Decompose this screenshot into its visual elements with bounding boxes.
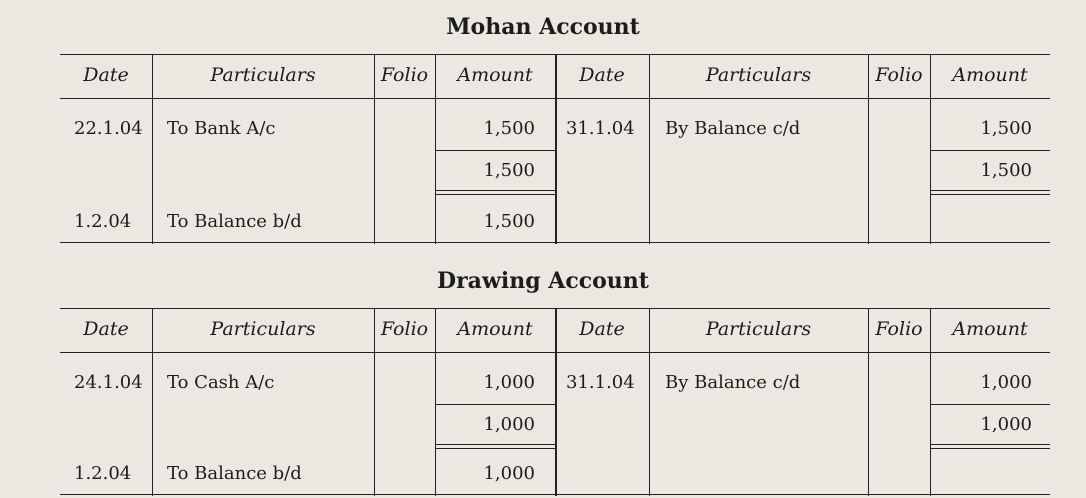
column-header-date: Date	[83, 318, 129, 340]
account-title: Mohan Account	[446, 14, 640, 40]
opening-date: 1.2.04	[74, 463, 132, 484]
column-header-amount: Amount	[952, 318, 1028, 340]
debit-particulars: To Cash A/c	[167, 372, 275, 393]
opening-date: 1.2.04	[74, 211, 132, 232]
opening-amount: 1,500	[483, 211, 535, 232]
column-header-date: Date	[579, 318, 625, 340]
column-header-folio: Folio	[380, 64, 429, 86]
column-header-particulars: Particulars	[210, 318, 316, 340]
total-rule	[930, 194, 1050, 195]
column-header-particulars: Particulars	[705, 318, 812, 340]
total-rule	[930, 448, 1050, 449]
column-header-folio: Folio	[380, 318, 429, 340]
account-title: Drawing Account	[437, 268, 649, 294]
total-rule	[435, 448, 555, 449]
debit-date: 24.1.04	[74, 372, 143, 393]
column-header-amount: Amount	[457, 64, 533, 86]
column-header-amount: Amount	[457, 318, 533, 340]
total-rule	[930, 150, 1050, 151]
debit-particulars: To Bank A/c	[167, 118, 276, 139]
debit-amount: 1,500	[483, 118, 535, 139]
opening-amount: 1,000	[483, 463, 535, 484]
debit-date: 22.1.04	[74, 118, 143, 139]
debit-total: 1,500	[483, 160, 535, 181]
total-rule	[435, 404, 555, 405]
column-header-particulars: Particulars	[705, 64, 812, 86]
total-rule	[930, 190, 1050, 191]
column-header-date: Date	[83, 64, 129, 86]
total-rule	[435, 150, 555, 151]
total-rule	[435, 190, 555, 191]
credit-amount: 1,000	[980, 372, 1032, 393]
column-header-amount: Amount	[952, 64, 1028, 86]
total-rule	[435, 194, 555, 195]
credit-particulars: By Balance c/d	[665, 118, 801, 139]
column-header-folio: Folio	[875, 64, 923, 86]
total-rule	[435, 444, 555, 445]
ledger-table	[60, 54, 1050, 244]
credit-total: 1,500	[980, 160, 1032, 181]
opening-particulars: To Balance b/d	[167, 463, 302, 484]
credit-amount: 1,500	[980, 118, 1032, 139]
ledger-table	[60, 308, 1050, 498]
credit-date: 31.1.04	[566, 372, 635, 393]
credit-particulars: By Balance c/d	[665, 372, 801, 393]
column-header-date: Date	[579, 64, 625, 86]
debit-amount: 1,000	[483, 372, 535, 393]
debit-total: 1,000	[483, 414, 535, 435]
total-rule	[930, 444, 1050, 445]
credit-date: 31.1.04	[566, 118, 635, 139]
credit-total: 1,000	[980, 414, 1032, 435]
total-rule	[930, 404, 1050, 405]
opening-particulars: To Balance b/d	[167, 211, 302, 232]
column-header-particulars: Particulars	[210, 64, 316, 86]
column-header-folio: Folio	[875, 318, 923, 340]
